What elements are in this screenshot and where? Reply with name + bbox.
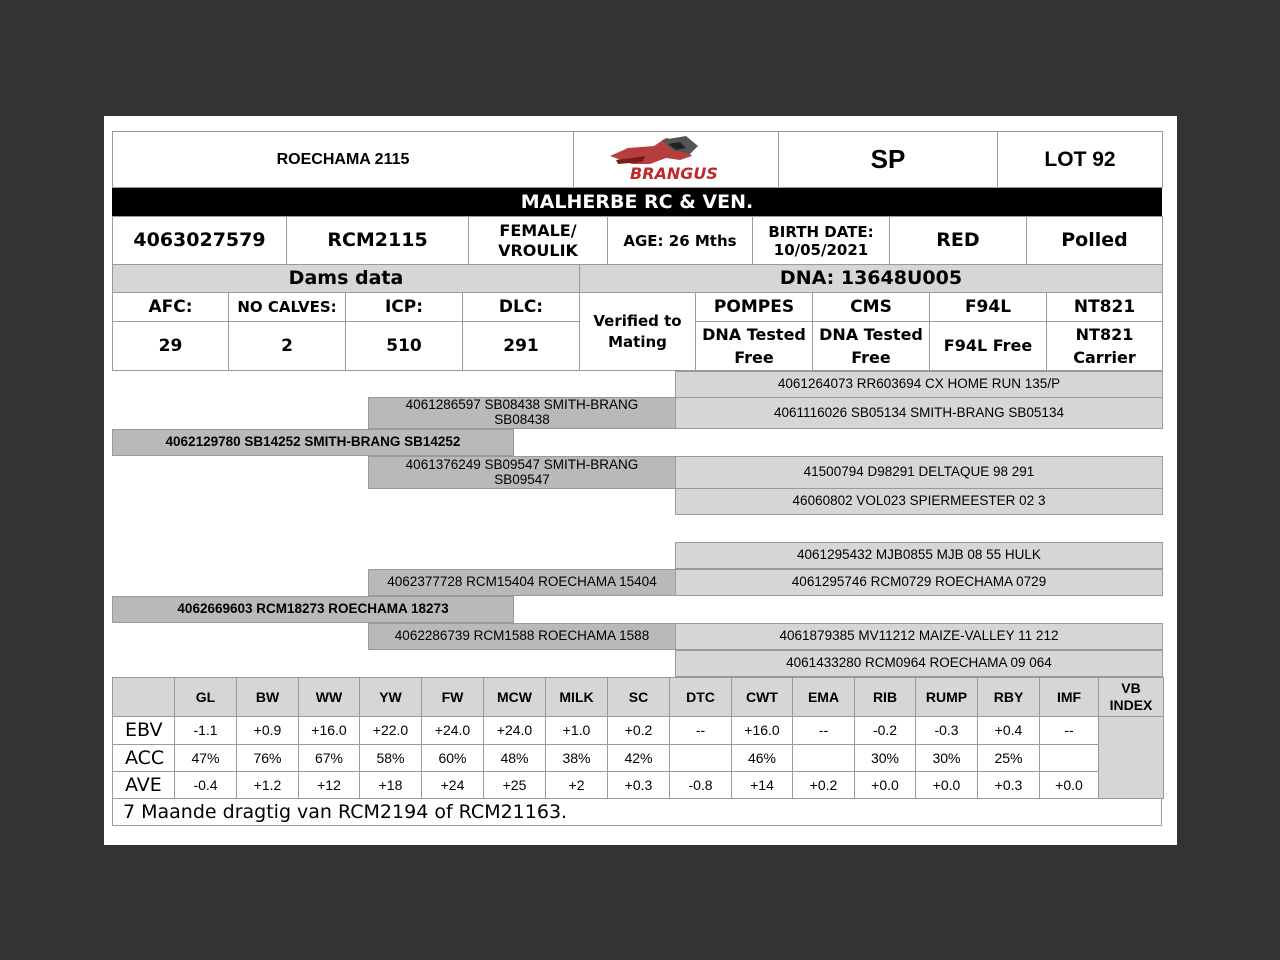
colour: RED (889, 216, 1027, 265)
dams-value-dlc: 291 (462, 321, 580, 371)
ebv-cell: +0.3 (607, 771, 670, 799)
verified-to-mating: Verified to Mating (579, 292, 696, 371)
ebv-cell: 46% (731, 744, 793, 772)
ebv-cell: +1.2 (236, 771, 299, 799)
dams-value-afc: 29 (112, 321, 229, 371)
pedigree-sire-sire: 4061286597 SB08438 SMITH-BRANG SB08438 (368, 397, 676, 429)
brangus-logo-text: BRANGUS (630, 164, 718, 183)
ebv-cell: +24.0 (483, 716, 546, 745)
ebv-cell: 25% (977, 744, 1040, 772)
ebv-header-vb-index: VB INDEX (1098, 677, 1164, 717)
pedigree-sds: 41500794 D98291 DELTAQUE 98 291 (675, 456, 1163, 489)
ebv-header-fw: FW (421, 677, 484, 717)
id-number: 4063027579 (112, 216, 287, 265)
birth-date: BIRTH DATE: 10/05/2021 (752, 216, 890, 265)
ebv-cell: +0.2 (607, 716, 670, 745)
ebv-cell: +2 (545, 771, 608, 799)
ebv-cell: +0.4 (977, 716, 1040, 745)
dna-value-pompes: DNA Tested Free (695, 321, 813, 371)
ebv-cell: +22.0 (359, 716, 422, 745)
ebv-cell: -0.3 (915, 716, 978, 745)
ebv-cell: +18 (359, 771, 422, 799)
ebv-cell: -- (669, 716, 732, 745)
pedigree-ddd: 4061433280 RCM0964 ROECHAMA 09 064 (675, 650, 1163, 677)
dna-value-f94l: F94L Free (929, 321, 1047, 371)
category-badge: SP (778, 131, 998, 188)
dams-header-dlc: DLC: (462, 292, 580, 322)
ebv-cell: 38% (545, 744, 608, 772)
ebv-cell: 48% (483, 744, 546, 772)
ebv-cell: +0.9 (236, 716, 299, 745)
breeding-note: 7 Maande dragtig van RCM2194 of RCM21163. (112, 798, 1162, 826)
ebv-header-imf: IMF (1039, 677, 1099, 717)
ebv-cell: +1.0 (545, 716, 608, 745)
dams-value-no-calves: 2 (228, 321, 346, 371)
ebv-vb-index-value (1098, 716, 1164, 799)
ebv-header-yw: YW (359, 677, 422, 717)
ebv-cell: +0.0 (915, 771, 978, 799)
ebv-cell: +0.3 (977, 771, 1040, 799)
ebv-cell (669, 744, 732, 772)
pedigree-sire: 4062129780 SB14252 SMITH-BRANG SB14252 (112, 429, 514, 456)
ebv-cell: +0.0 (854, 771, 916, 799)
ebv-cell: -0.4 (174, 771, 237, 799)
ebv-cell: -- (1039, 716, 1099, 745)
ebv-cell: +12 (298, 771, 360, 799)
ebv-cell: 67% (298, 744, 360, 772)
dna-value-cms: DNA Tested Free (812, 321, 930, 371)
ebv-row-label-ave: AVE (112, 771, 175, 799)
dna-header-f94l: F94L (929, 292, 1047, 322)
ebv-cell (792, 744, 855, 772)
tag-number: RCM2115 (286, 216, 469, 265)
dams-header-no-calves: NO CALVES: (228, 292, 346, 322)
ebv-header-cwt: CWT (731, 677, 793, 717)
ebv-cell: 76% (236, 744, 299, 772)
ebv-header-rib: RIB (854, 677, 916, 717)
ebv-header-milk: MILK (545, 677, 608, 717)
dna-header-pompes: POMPES (695, 292, 813, 322)
ebv-cell: 60% (421, 744, 484, 772)
ebv-corner (112, 677, 175, 717)
ebv-cell: 30% (915, 744, 978, 772)
dams-header-afc: AFC: (112, 292, 229, 322)
pedigree-dam: 4062669603 RCM18273 ROECHAMA 18273 (112, 596, 514, 623)
dna-header-cms: CMS (812, 292, 930, 322)
pedigree-ssd: 4061116026 SB05134 SMITH-BRANG SB05134 (675, 397, 1163, 429)
sex: FEMALE/ VROULIK (468, 216, 608, 265)
ebv-row-label-acc: ACC (112, 744, 175, 772)
horn-status: Polled (1026, 216, 1163, 265)
dams-value-icp: 510 (345, 321, 463, 371)
pedigree-sire-dam: 4061376249 SB09547 SMITH-BRANG SB09547 (368, 456, 676, 489)
pedigree-dam-dam: 4062286739 RCM1588 ROECHAMA 1588 (368, 623, 676, 650)
ebv-header-rump: RUMP (915, 677, 978, 717)
ebv-cell: +14 (731, 771, 793, 799)
pedigree-sss: 4061264073 RR603694 CX HOME RUN 135/P (675, 371, 1163, 398)
ebv-cell: +16.0 (731, 716, 793, 745)
ebv-header-ww: WW (298, 677, 360, 717)
pedigree-dam-sire: 4062377728 RCM15404 ROECHAMA 15404 (368, 569, 676, 596)
ebv-cell: -0.2 (854, 716, 916, 745)
dams-data-title: Dams data (112, 264, 580, 293)
ebv-cell: -1.1 (174, 716, 237, 745)
dna-title: DNA: 13648U005 (579, 264, 1163, 293)
ebv-cell: -0.8 (669, 771, 732, 799)
ebv-cell (1039, 744, 1099, 772)
animal-name: ROECHAMA 2115 (112, 131, 574, 188)
ebv-cell: 30% (854, 744, 916, 772)
breeder-banner: MALHERBE RC & VEN. (112, 188, 1162, 216)
ebv-header-gl: GL (174, 677, 237, 717)
ebv-cell: -- (792, 716, 855, 745)
ebv-header-ema: EMA (792, 677, 855, 717)
ebv-row-label-ebv: EBV (112, 716, 175, 745)
brangus-logo-icon (606, 134, 746, 184)
pedigree-dss: 4061295432 MJB0855 MJB 08 55 HULK (675, 542, 1163, 569)
ebv-header-sc: SC (607, 677, 670, 717)
ebv-header-mcw: MCW (483, 677, 546, 717)
ebv-cell: +0.2 (792, 771, 855, 799)
ebv-cell: 47% (174, 744, 237, 772)
ebv-header-bw: BW (236, 677, 299, 717)
ebv-cell: 42% (607, 744, 670, 772)
ebv-header-dtc: DTC (669, 677, 732, 717)
ebv-header-rby: RBY (977, 677, 1040, 717)
pedigree-sdd: 46060802 VOL023 SPIERMEESTER 02 3 (675, 488, 1163, 515)
pedigree-dsd: 4061295746 RCM0729 ROECHAMA 0729 (675, 569, 1163, 596)
age: AGE: 26 Mths (607, 216, 753, 265)
lot-number: LOT 92 (997, 131, 1163, 188)
pedigree-dds: 4061879385 MV11212 MAIZE-VALLEY 11 212 (675, 623, 1163, 650)
dams-header-icp: ICP: (345, 292, 463, 322)
ebv-cell: 58% (359, 744, 422, 772)
ebv-cell: +24.0 (421, 716, 484, 745)
ebv-cell: +0.0 (1039, 771, 1099, 799)
dna-header-nt821: NT821 (1046, 292, 1163, 322)
dna-value-nt821: NT821 Carrier (1046, 321, 1163, 371)
ebv-cell: +16.0 (298, 716, 360, 745)
ebv-cell: +25 (483, 771, 546, 799)
ebv-cell: +24 (421, 771, 484, 799)
